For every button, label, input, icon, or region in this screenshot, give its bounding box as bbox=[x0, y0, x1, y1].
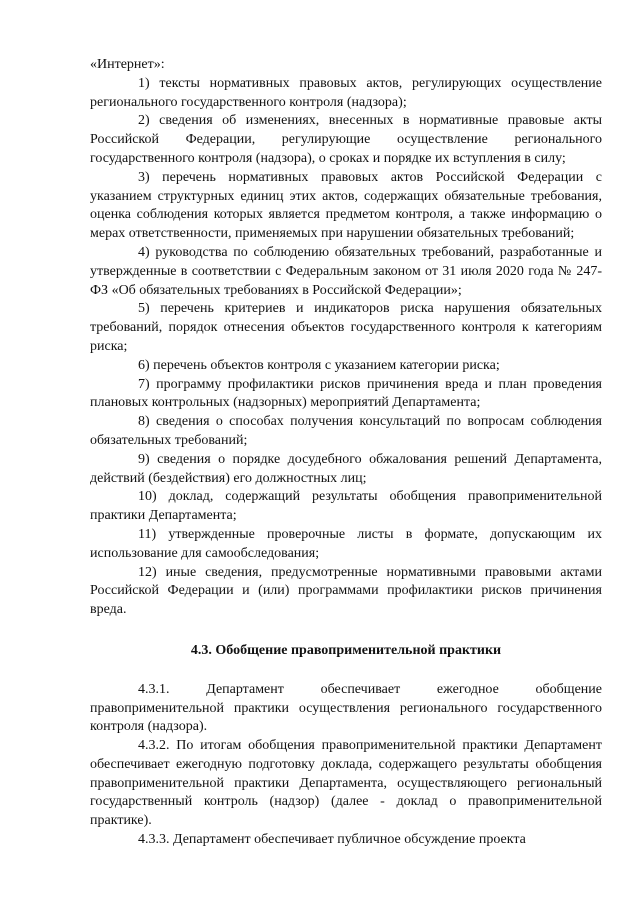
list-item-9: 9) сведения о порядке досудебного обжалования решений Департамента, действий (бездействия) его должностных лиц; bbox=[90, 451, 602, 486]
list-item-5: 5) перечень критериев и индикаторов риска нарушения обязательных требований, порядок отнесения объектов государственного контроля к категориям риска; bbox=[90, 301, 602, 354]
list-item-2: 2) сведения об изменениях, внесенных в нормативные правовые акты Российской Федерации, регулирующие осуществление регионального государственного контроля (надзора), о сроках и порядке их вступления в силу; bbox=[90, 113, 602, 166]
intro-line: «Интернет»: bbox=[90, 57, 165, 72]
list-item-12: 12) иные сведения, предусмотренные нормативными правовыми актами Российской Федерации и (или) программами профилактики рисков причинения вреда. bbox=[90, 564, 602, 618]
section-paragraph-4-3-2: 4.3.2. По итогам обобщения правоприменительной практики Департамент обеспечивает ежегодную подготовку доклада, содержащего результаты обобщения правоприменительной практики Департамента, осуществляющего региональный государственный контроль (надзор) (далее - доклад о правоприменительной практике). bbox=[90, 738, 602, 829]
list-item-4: 4) руководства по соблюдению обязательных требований, разработанные и утвержденные в соответствии с Федеральным законом от 31 июля 2020 года № 247-ФЗ «Об обязательных требованиях в Российской Федерации»; bbox=[90, 244, 602, 298]
list-item-10: 10) доклад, содержащий результаты обобщения правоприменительной практики Департамента; bbox=[90, 489, 602, 524]
document-body bbox=[90, 56, 602, 850]
section-heading: 4.3. Обобщение правоприменительной практики bbox=[190, 642, 502, 658]
list-item-3: 3) перечень нормативных правовых актов Российской Федерации с указанием структурных единиц этих актов, содержащих обязательные требования, оценка соблюдения которых является предметом контроля, а также информацию о мерах ответственности, применяемых при нарушении обязательных требований; bbox=[90, 169, 602, 242]
section-paragraph-4-3-1: 4.3.1. Департамент обеспечивает ежегодное обобщение правоприменительной практики осуществления регионального государственного контроля (надзора). bbox=[90, 681, 602, 735]
list-item-1: 1) тексты нормативных правовых актов, регулирующих осуществление регионального государственного контроля (надзора); bbox=[90, 75, 602, 110]
list-item-11: 11) утвержденные проверочные листы в формате, допускающим их использование для самообследования; bbox=[90, 526, 602, 561]
list-item-6: 6) перечень объектов контроля с указанием категории риска; bbox=[138, 357, 500, 373]
list-item-8: 8) сведения о способах получения консультаций по вопросам соблюдения обязательных требований; bbox=[90, 414, 602, 448]
section-paragraph-4-3-3: 4.3.3. Департамент обеспечивает публичное обсуждение проекта bbox=[138, 832, 526, 848]
list-item-7: 7) программу профилактики рисков причинения вреда и план проведения плановых контрольных (надзорных) мероприятий Департамента; bbox=[90, 376, 602, 411]
